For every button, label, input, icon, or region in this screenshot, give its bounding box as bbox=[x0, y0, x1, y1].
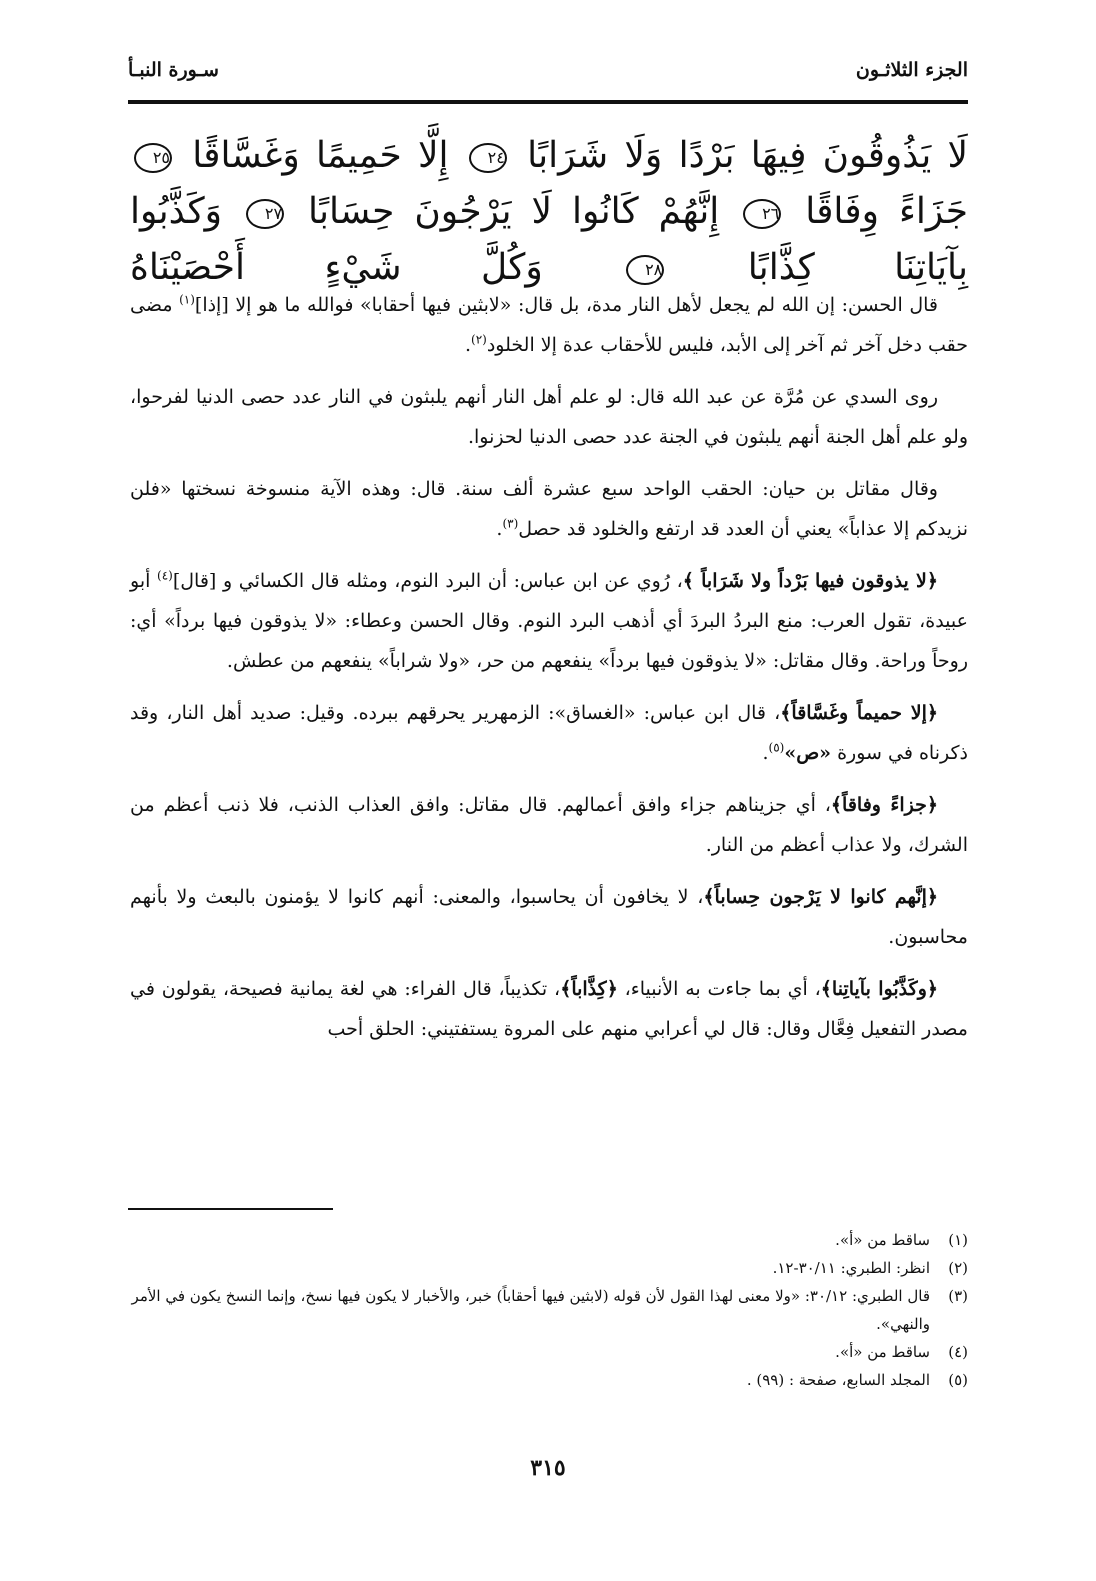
quran-verses bbox=[130, 128, 968, 296]
running-header bbox=[128, 50, 968, 90]
verse-text: وَكُلَّ شَيْءٍ أَحْصَيْنَاهُ bbox=[130, 247, 543, 288]
page-number: ٣١٥ bbox=[530, 1455, 566, 1481]
paragraph-text: . bbox=[496, 518, 503, 540]
header-surah: سـورة النبـأ bbox=[128, 59, 219, 81]
footnote-number: (٣) bbox=[948, 1287, 968, 1305]
paragraph bbox=[130, 285, 968, 365]
footnote-text: قال الطبري: ٣٠/١٢: «ولا معنى لهذا القول لأن قوله (لابثين فيها أحقاباً) خبر، والأخبار لا يكون فيها نسخ، وإنما النسخ يكون في الأمر والنهي». bbox=[131, 1287, 930, 1333]
verse-quote: ﴿وكَذَّبُوا بآياتِنا﴾ bbox=[820, 978, 939, 1000]
footnotes bbox=[130, 1226, 968, 1394]
paragraph bbox=[130, 693, 968, 773]
footnote bbox=[130, 1226, 968, 1254]
footnote bbox=[130, 1254, 968, 1282]
paragraph-text: ، أي بما جاءت به الأنبياء، bbox=[617, 978, 821, 1000]
footnote bbox=[130, 1338, 968, 1366]
footnote-number: (١) bbox=[948, 1231, 968, 1249]
paragraph-text: ، تكذيباً، قال الفراء: هي لغة يمانية فصيحة، يقولون في مصدر التفعيل فِعَّال وقال: قال لي أعرابي منهم على المروة يستفتيني: الحلق أحب bbox=[130, 978, 968, 1040]
verse-quote: ﴿لا يذوقون فيها بَرْداً ولا شَرَاباً ﴾ bbox=[682, 570, 938, 592]
paragraph bbox=[130, 561, 968, 681]
footnote-text: ساقط من «أ». bbox=[835, 1231, 930, 1249]
footnote-text: المجلد السابع، صفحة : (٩٩) . bbox=[746, 1371, 930, 1389]
paragraph bbox=[130, 785, 968, 865]
paragraph-text: ، أي جزيناهم جزاء وافق أعمالهم. قال مقاتل: وافق العذاب الذنب، فلا ذنب أعظم من الشرك، ولا عذاب أعظم من النار. bbox=[130, 794, 968, 856]
footnote-ref: (١) bbox=[179, 292, 195, 307]
verse-text: إِلَّا حَمِيمًا وَغَسَّاقًا bbox=[192, 135, 449, 176]
verse-quote: ﴿جزاءً وفاقاً﴾ bbox=[830, 794, 938, 816]
verse-number: ٢٨ bbox=[626, 255, 664, 285]
verse-text: جَزَاءً وِفَاقًا bbox=[805, 191, 968, 232]
footnote-number: (٢) bbox=[948, 1259, 968, 1277]
footnote bbox=[130, 1366, 968, 1394]
paragraph-text: ، قال ابن عباس: «الغساق»: الزمهرير يحرقهم ببرده. وقيل: صديد أهل النار، وقد ذكرناه في سورة bbox=[130, 702, 968, 764]
surah-ref: «ص» bbox=[784, 742, 832, 764]
paragraph-text: ، رُوي عن ابن عباس: أن البرد النوم، ومثله قال الكسائي و [قال] bbox=[172, 570, 683, 592]
footnote-rule bbox=[128, 1208, 333, 1210]
verse-number: ٢٦ bbox=[743, 199, 781, 229]
footnote-text: ساقط من «أ». bbox=[835, 1343, 930, 1361]
paragraph: روى السدي عن مُرَّة عن عبد الله قال: لو علم أهل النار أنهم يلبثون في النار عدد حصى الدنيا لفرحوا، ولو علم أهل الجنة أنهم يلبثون في الجنة عدد حصى الدنيا لحزنوا. bbox=[130, 386, 968, 448]
verse-quote: ﴿كِذَّاباً﴾ bbox=[560, 978, 618, 1000]
paragraph-text: ، لا يخافون أن يحاسبوا، والمعنى: أنهم كانوا لا يؤمنون بالبعث ولا بأنهم محاسبون. bbox=[130, 886, 968, 948]
header-juz: الجزء الثلاثـون bbox=[855, 59, 968, 81]
verse-number: ٢٧ bbox=[246, 199, 284, 229]
paragraph-text: قال الحسن: إن الله لم يجعل لأهل النار مدة، بل قال: «لابثين فيها أحقابا» فوالله ما هو إلا [إذا] bbox=[194, 294, 938, 316]
paragraph-text: . bbox=[762, 742, 769, 764]
paragraph bbox=[130, 969, 968, 1049]
footnote-ref: (٥) bbox=[768, 740, 785, 755]
verse-quote: ﴿إلا حميماً وغَسَّاقاً﴾ bbox=[780, 702, 938, 724]
paragraph bbox=[130, 877, 968, 957]
verse-quote: ﴿إنَّهم كانوا لا يَرْجون حِساباً﴾ bbox=[703, 886, 938, 908]
footnote-number: (٥) bbox=[948, 1371, 968, 1389]
paragraph-text: مضى حقب دخل آخر ثم آخر إلى الأبد، فليس للأحقاب عدة إلا الخلود bbox=[130, 294, 968, 356]
paragraph-text: أبو عبيدة، تقول العرب: منع البردُ البردَ أي أذهب البرد النوم. وقال الحسن وعطاء: «لا يذوقون فيها برداً» أي: روحاً وراحة. وقال مقاتل: «لا يذوقون فيها برداً» ينفعهم من حر، «ولا شراباً» ينفعهم من عطش. bbox=[130, 570, 968, 672]
footnote-ref: (٣) bbox=[502, 516, 519, 531]
footnote-number: (٤) bbox=[948, 1343, 968, 1361]
verse-text: لَا يَذُوقُونَ فِيهَا بَرْدًا وَلَا شَرَابًا bbox=[527, 135, 969, 176]
footnote bbox=[130, 1282, 968, 1338]
paragraph bbox=[130, 469, 968, 549]
verse-number: ٢٥ bbox=[134, 143, 172, 173]
paragraph-text: . bbox=[464, 334, 471, 356]
footnote-ref: (٢) bbox=[471, 332, 487, 347]
verse-number: ٢٤ bbox=[469, 143, 507, 173]
commentary-body bbox=[130, 285, 968, 1061]
header-rule bbox=[128, 100, 968, 104]
verse-text: إِنَّهُمْ كَانُوا لَا يَرْجُونَ حِسَابًا bbox=[308, 191, 720, 232]
footnote-text: انظر: الطبري: ٣٠/١١-١٢. bbox=[772, 1259, 930, 1277]
verse-text: وَكَذَّبُوا بِآيَاتِنَا كِذَّابًا bbox=[130, 191, 968, 288]
paragraph-text: وقال مقاتل بن حيان: الحقب الواحد سبع عشرة ألف سنة. قال: وهذه الآية منسوخة نسختها «فلن نزيدكم إلا عذاباً» يعني أن العدد قد ارتفع والخلود قد حصل bbox=[130, 478, 968, 540]
footnote-ref: (٤) bbox=[157, 568, 173, 583]
